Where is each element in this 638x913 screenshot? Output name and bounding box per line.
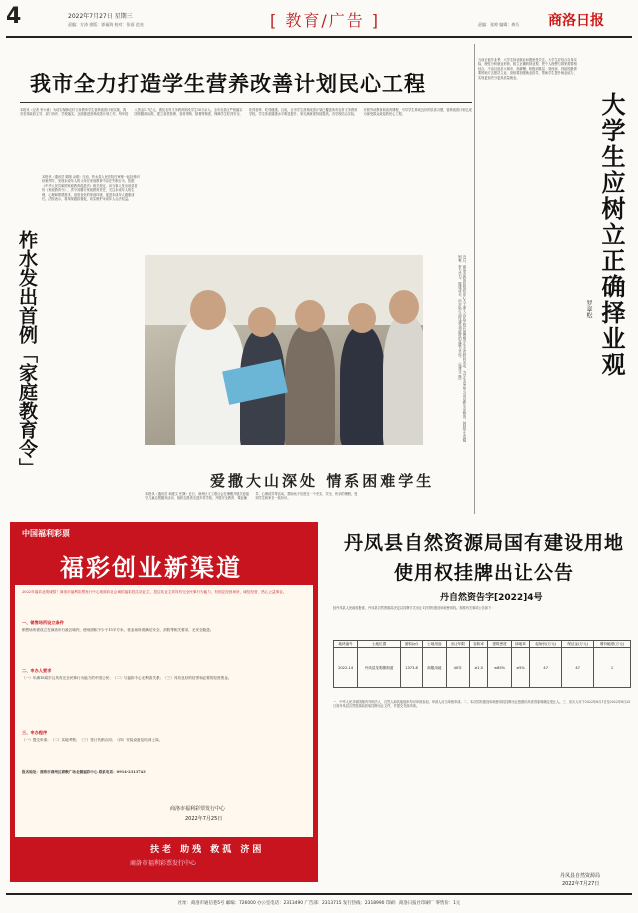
notice-th: 建筑密度: [488, 641, 511, 648]
lottery-sec2-text: （一）年满18周岁且具有完全民事行为能力的中国公民；（二）与福彩中心无利害关系；（三）具有良好的信誉和必要的经营资金。: [22, 676, 232, 680]
notice-intro: 经丹凤县人民政府批准，丹凤县自然资源局决定以挂牌方式出让1宗国有建设用地使用权。现将有关事项公告如下：: [333, 606, 495, 610]
lottery-sub: 商洛市福利彩票发行中心: [130, 860, 197, 867]
lottery-slogan: 扶老 助残 救孤 济困: [150, 845, 265, 855]
issue-date: 2022年7月27日 星期三: [68, 13, 133, 20]
lottery-sec1-text: 销售场所需设立在商洛市行政区域内，使用面积不少于15平方米，营业场所须满足安全、消防等相关要求，无安全隐患。: [22, 628, 214, 632]
column-headline: 大学生应树立正确择业观: [597, 92, 625, 378]
lottery-ad-title: 福彩创业新渠道: [60, 553, 242, 582]
notice-th: 土地用途: [423, 641, 446, 648]
header-editors: 责编：方涛 排版：郭福海 校对：张雨 范亮: [68, 22, 144, 27]
header-rule: [6, 36, 632, 38]
notice-th: 容积率: [469, 641, 488, 648]
lottery-sec3-title: 三、申办程序: [22, 730, 48, 735]
lottery-ad-intro: 2022年福彩业绩诚招！商洛市福利彩票发行中心现面向社会诚招福彩投注站业主，投注站业主须具有完全民事行为能力，有固定经营场所，诚信经营，热心公益事业。: [22, 590, 287, 594]
notice-td: 40年: [446, 648, 469, 688]
lottery-sec1-title: 一、销售场所设立条件: [22, 620, 64, 625]
article2-headline: 柞水发出首例「家庭教育令」: [16, 230, 38, 477]
footer-rule: [6, 893, 632, 895]
notice-th: 面积(㎡): [400, 641, 422, 648]
page-footer: 社址：商洛市通信巷5号 邮编：726000 办公室电话：2313490 广告部：2313715 发行热线：2318990 印刷：商洛日报社印刷厂 零售价：1元: [177, 901, 461, 906]
lottery-sec3-text: （一）提交申请；（二）实地考察；（三）签订代销合同；（四）安装设备及培训上岗。: [22, 738, 163, 742]
notice-td: 47: [562, 648, 594, 688]
notice-td: 1373.8: [400, 648, 422, 688]
notice-table: [333, 640, 631, 688]
notice-title: 丹凤县自然资源局国有建设用地使用权挂牌出让公告: [343, 532, 624, 584]
notice-td: 1: [594, 648, 631, 688]
notice-th: 增价幅度(万元): [594, 641, 631, 648]
article1-rule: [20, 102, 472, 103]
table-row: [334, 648, 631, 688]
notice-th: 起始价(万元): [530, 641, 562, 648]
lottery-contact: 报名地址：商洛市商州区商鞅广场北侧福彩中心 联系电话：0914-2313743: [22, 770, 146, 774]
lottery-date: 2022年7月25日: [185, 816, 223, 822]
notice-td: ≥5%: [511, 648, 530, 688]
newspaper-logo: 商洛日报: [548, 13, 604, 29]
notice-th: 地块编号: [334, 641, 358, 648]
photo-side-caption: 近日，商洛市教育局组织爱心人士深入山区学校开展困难学生走访慰问活动，为学生送去学习用品和生活物资，鼓励学生克服困难、努力学习、健康成长，用实际行动传递党和政府的温暖与关怀。（杨建文 摄）: [457, 255, 466, 442]
notice-td: 商服用地: [423, 648, 446, 688]
notice-body: 一、中华人民共和国境内外的法人、自然人和其他组织均可申请参加，申请人应当单独申请。二、本次国有建设用地使用权挂牌出让按照价高者得原则确定受让人。三、竞买人可于2022年8月1日至2022年8月25日到丹凤县自然资源局获取挂牌出让文件，并提交书面申请。: [333, 700, 631, 709]
notice-td: ≥1.0: [469, 648, 488, 688]
notice-footer-date: 2022年7月27日: [562, 881, 600, 887]
notice-th: 保证金(万元): [562, 641, 594, 648]
article3-body: 本报讯（通讯员 和建文 任静）近日，商州区义工联合会在暑期开展关爱留守儿童志愿服务活动，组织志愿者走进乡村学校，开展安全教育、课业辅导、心理疏导等活动，帮助孩子们度过一个充实、安全、快乐的暑假，受到学生和家长一致好评。: [145, 492, 358, 501]
header-editor-right: 责编：张婷 编辑：龚巧: [478, 22, 520, 27]
notice-footer-org: 丹凤县自然资源局: [560, 873, 601, 879]
lottery-org: 商洛市福利彩票发行中心: [170, 806, 226, 812]
article2-body: 本报讯（通讯员 陈刚 余倩）日前，柞水县人民法院在审理一起抚养纠纷案件时，发现未成年人的父母在家庭教育中存在失职行为，依据《中华人民共和国家庭教育促进法》相关规定，向当事人发出该县首份《家庭教育令》，责令其履行家庭教育责任，关注未成年人的生理、心理和情感需求，创造良好的家庭环境，促进未成年人健康成长。法院表示，将持续跟踪督促，切实维护未成年人合法权益。: [42, 175, 140, 202]
photo-caption: 爱撒大山深处 情系困难学生: [210, 472, 435, 490]
column-author: 罗章松: [585, 300, 592, 318]
page-number: 4: [6, 4, 22, 29]
notice-number: 丹自然资告字[2022]4号: [440, 593, 543, 603]
article1-body: 本报讯（记者 李小意）为切实保障农村义务教育学生营养改善计划实施，我市坚持政府主导、部门协作、学校落实，全面推进营养改善计划工作，每年投入资金1.7亿元，惠及农村义务教育阶段学生16万余人。全市各县区严格落实国家膳食标准，建立食堂管理、食材采购、陪餐等制度，保障学生吃得安全、吃得营养、吃得健康。目前，全市学生营养改善计划已覆盖所有农村义务教育学校，学生体质健康水平明显提升，家长满意度持续提高。各学校结合实际，开展劳动教育和食育课程，引导学生养成良好的饮食习惯，营养改善计划已成为深受群众欢迎的民心工程。: [20, 108, 472, 117]
news-photo: [145, 255, 423, 445]
article1-headline: 我市全力打造学生营养改善计划民心工程: [30, 72, 426, 96]
column-divider: [474, 44, 475, 514]
notice-th: 土地位置: [358, 641, 401, 648]
notice-td: ≤65%: [488, 648, 511, 688]
section-title: [ 教育/广告 ]: [270, 11, 381, 30]
notice-table-header-row: [334, 641, 631, 648]
column-body: 当前正值毕业季，大学生择业就业问题备受关注。大学生应结合自身实际，理性分析就业形势，树立正确的择业观，把个人理想与国家需要相结合，不盲目追求大城市、高薪酬，积极到基层、到西部、到祖国最需要的地方去建功立业。高校要加强就业指导，帮助学生提升就业能力，实现更加充分更高质量就业。: [478, 58, 577, 80]
notice-th: 出让年限: [446, 641, 469, 648]
lottery-sec2-title: 二、申办人要求: [22, 668, 52, 673]
lottery-logo: 中国福利彩票: [22, 529, 70, 538]
notice-td: 47: [530, 648, 562, 688]
notice-td: 丹凤县龙驹寨街道: [358, 648, 401, 688]
notice-td: 2022-14: [334, 648, 358, 688]
notice-th: 绿地率: [511, 641, 530, 648]
